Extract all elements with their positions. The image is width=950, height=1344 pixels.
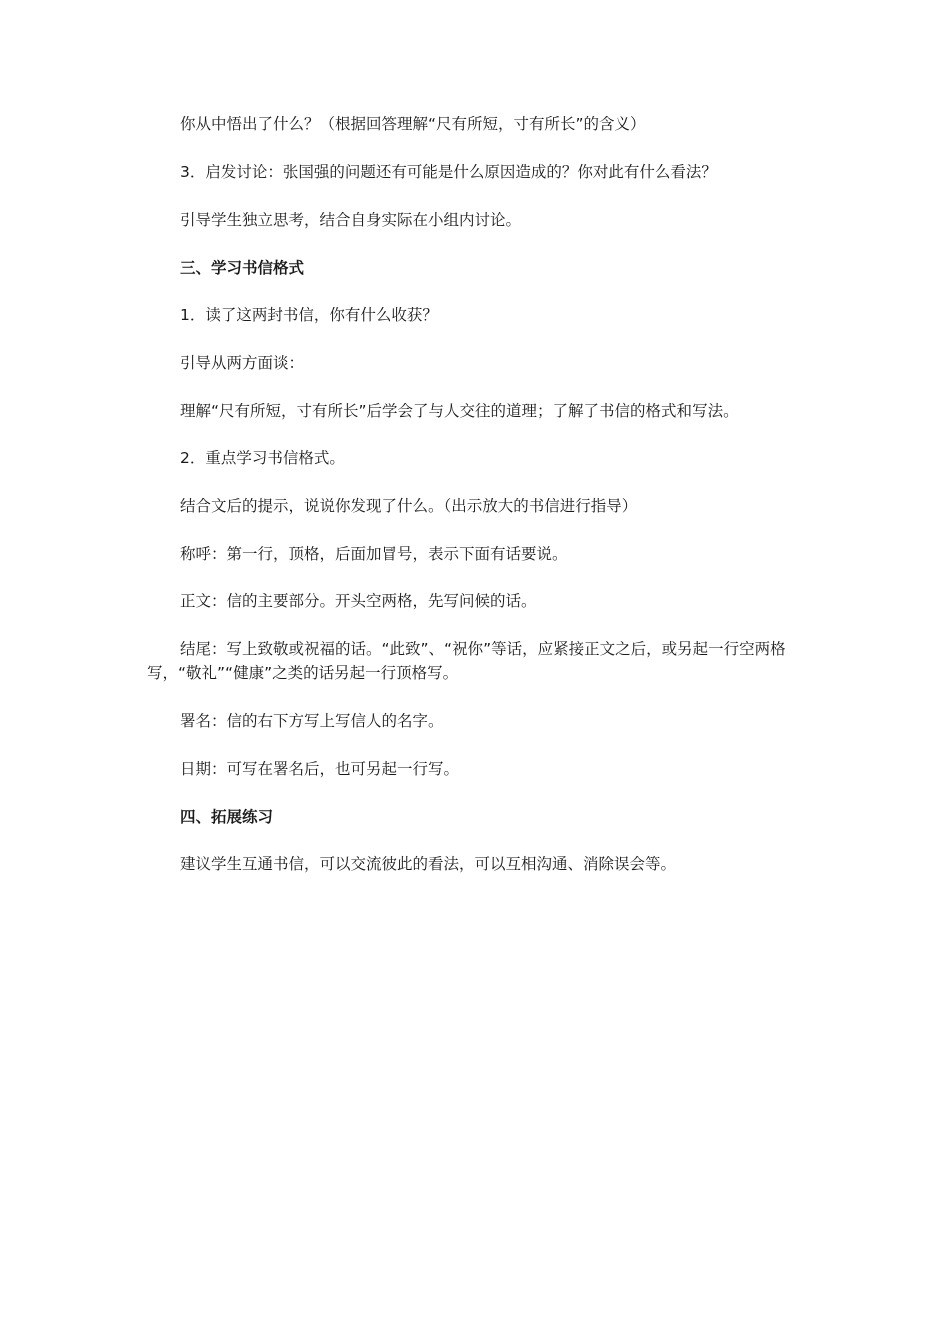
paragraph-understanding: 理解“尺有所短，寸有所长”后学会了与人交往的道理；了解了书信的格式和写法。 <box>180 402 739 420</box>
paragraph-salutation: 称呼：第一行，顶格，后面加冒号，表示下面有话要说。 <box>180 545 568 563</box>
paragraph-insight-question: 你从中悟出了什么？（根据回答理解“尺有所短，寸有所长”的含义） <box>180 115 646 133</box>
paragraph-two-aspects: 引导从两方面谈： <box>180 354 305 372</box>
paragraph-key-format: 2．重点学习书信格式。 <box>180 449 345 467</box>
paragraph-date: 日期：可写在署名后，也可另起一行写。 <box>180 760 460 778</box>
paragraph-discussion-prompt: 3．启发讨论：张国强的问题还有可能是什么原因造成的？你对此有什么看法？ <box>180 163 717 181</box>
paragraph-closing: 结尾：写上致敬或祝福的话。“此致”、“祝你”等话，应紧接正文之后，或另起一行空两格写，“敬礼”“健康”之类的话另起一行顶格写。 <box>147 640 786 682</box>
paragraph-suggestion: 建议学生互通书信，可以交流彼此的看法，可以互相沟通、消除误会等。 <box>180 855 677 873</box>
paragraph-hints: 结合文后的提示，说说你发现了什么。（出示放大的书信进行指导） <box>180 497 638 515</box>
section-heading-extension: 四、拓展练习 <box>180 808 274 826</box>
paragraph-signature: 署名：信的右下方写上写信人的名字。 <box>180 712 444 730</box>
paragraph-independent-thinking: 引导学生独立思考，结合自身实际在小组内讨论。 <box>180 211 522 229</box>
section-heading-letter-format: 三、学习书信格式 <box>180 259 305 277</box>
paragraph-reading-question: 1．读了这两封书信，你有什么收获？ <box>180 306 438 324</box>
paragraph-body: 正文：信的主要部分。开头空两格，先写问候的话。 <box>180 592 537 610</box>
